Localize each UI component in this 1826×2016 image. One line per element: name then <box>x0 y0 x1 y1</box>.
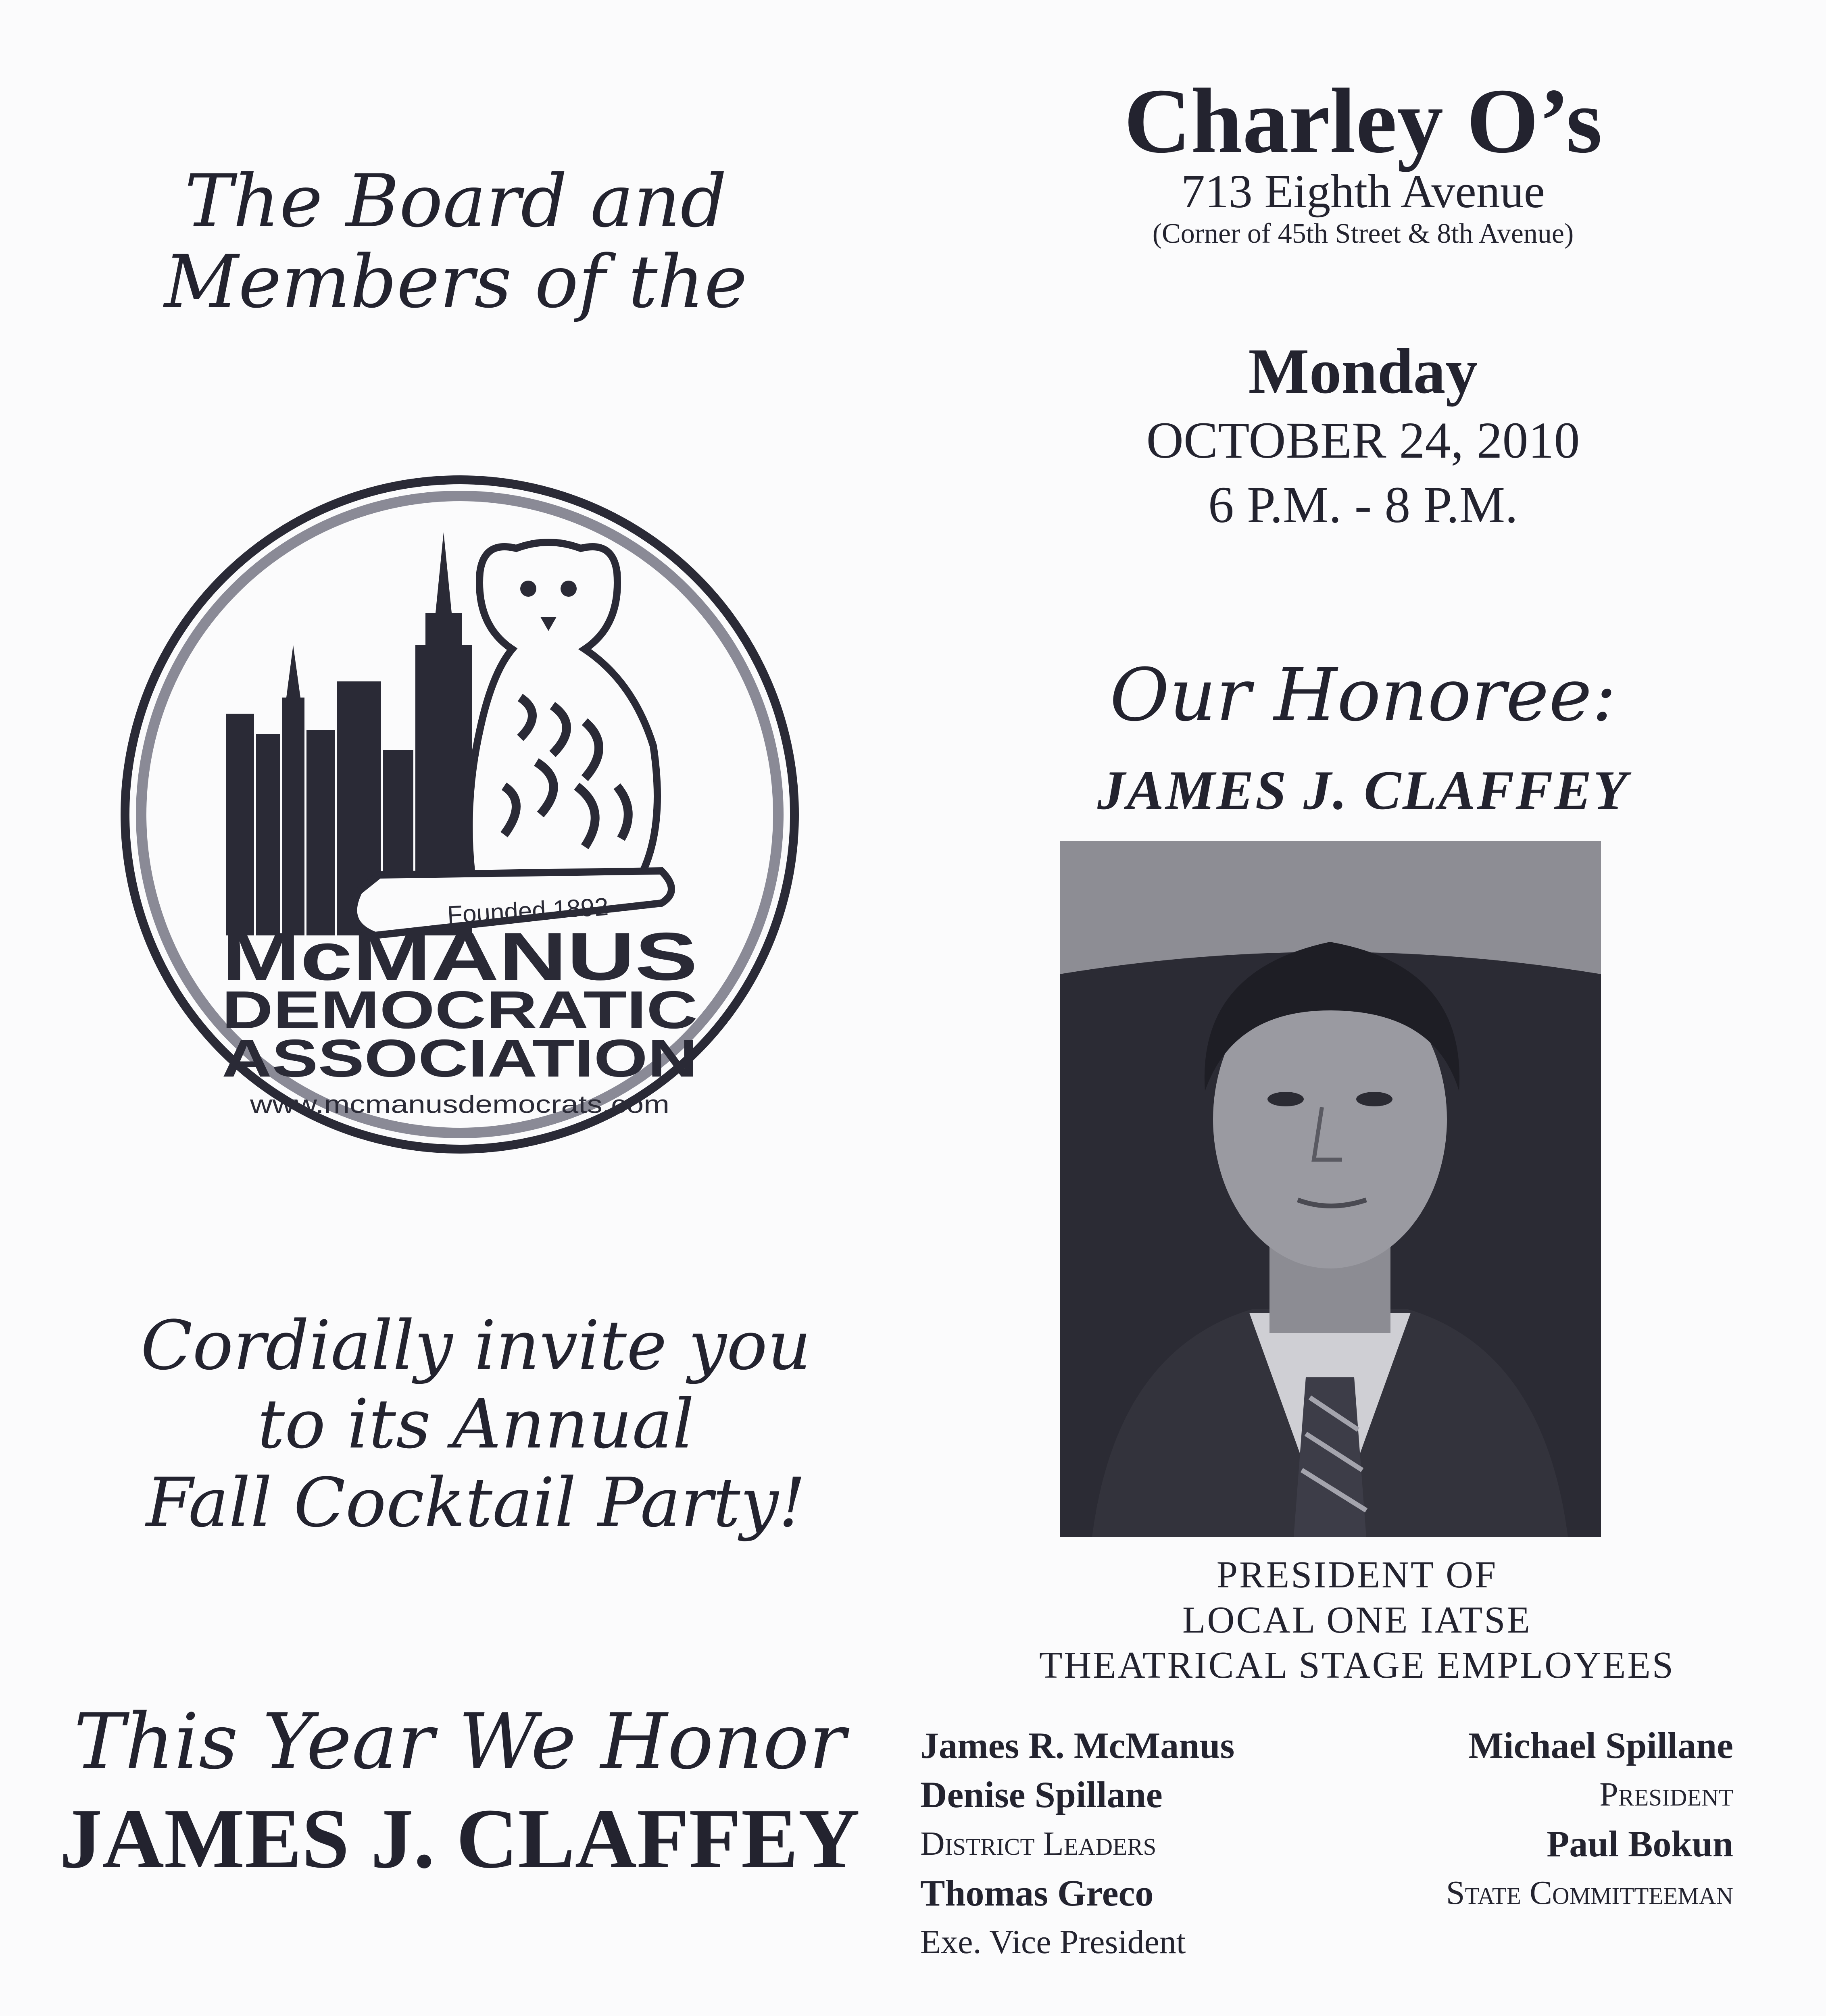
invite-line-1: Cordially invite you <box>140 1306 811 1385</box>
mcmanus-logo <box>117 472 803 1157</box>
logo-line-3: ASSOCIATION <box>222 1029 698 1088</box>
officer-name: James R. McManus <box>920 1725 1235 1766</box>
tiger-icon <box>354 542 671 935</box>
venue-name: Charley O’s <box>1124 69 1603 172</box>
event-date: OCTOBER 24, 2010 <box>1146 412 1580 469</box>
officer-name: Paul Bokun <box>1547 1823 1733 1864</box>
invite-line-2: to its Annual <box>257 1385 694 1464</box>
honor-heading: This Year We Honor <box>74 1697 846 1786</box>
invitation-text <box>73 1306 879 1542</box>
officers-right-list <box>1331 1721 1733 1918</box>
officers-left-list <box>920 1721 1324 1967</box>
logo-line-2: DEMOCRATIC <box>222 980 698 1039</box>
logo-founded-text: Founded 1892 <box>446 893 609 929</box>
venue-address: 713 Eighth Avenue <box>1181 165 1545 218</box>
board-line-2: Members of the <box>164 240 747 324</box>
officer-name: Thomas Greco <box>920 1872 1154 1914</box>
event-time: 6 P.M. - 8 P.M. <box>1208 476 1518 533</box>
honoree-photo <box>1060 841 1601 1537</box>
title-line-2: LOCAL ONE IATSE <box>1182 1599 1532 1641</box>
logo-website: www.mcmanusdemocrats.com <box>249 1091 669 1118</box>
title-line-3: THEATRICAL STAGE EMPLOYEES <box>1039 1644 1675 1686</box>
title-line-1: PRESIDENT OF <box>1216 1554 1498 1596</box>
board-line-1: The Board and <box>184 159 727 244</box>
invite-line-3: Fall Cocktail Party! <box>146 1463 806 1542</box>
officer-role: District Leaders <box>920 1825 1157 1862</box>
honoree-name: JAMES J. CLAFFEY <box>1097 759 1629 821</box>
logo-line-1: McMANUS <box>222 918 698 994</box>
venue-corner: (Corner of 45th Street & 8th Avenue) <box>1152 218 1574 249</box>
officer-name: Denise Spillane <box>920 1774 1163 1815</box>
honor-name: JAMES J. CLAFFEY <box>59 1791 860 1886</box>
officer-role: State Committeeman <box>1446 1874 1733 1912</box>
honoree-heading: Our Honoree: <box>1109 653 1617 737</box>
event-day: Monday <box>1248 335 1478 407</box>
officer-role: Exe. Vice President <box>920 1923 1186 1961</box>
honoree-title <box>948 1552 1766 1688</box>
officer-role: President <box>1599 1776 1733 1813</box>
board-members-heading <box>93 161 819 323</box>
officer-name: Michael Spillane <box>1468 1725 1733 1766</box>
